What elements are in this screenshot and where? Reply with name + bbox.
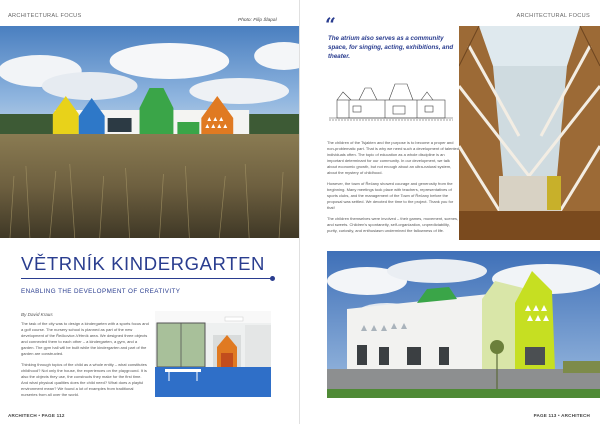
left-body-text <box>21 321 149 403</box>
right-paragraph-2: However, the town of Řečany showed courage and generosity from the beginning. Many meetings took place with teachers, representatives of sports clubs, and the management of the Town of Řečany before the proposal was settled. We devoted the time to the project. Thank you for that! <box>327 181 454 210</box>
hero-photo <box>0 26 299 238</box>
photo-credit: Photo: Filip Šlapal <box>238 18 277 23</box>
article-subtitle: ENABLING THE DEVELOPMENT OF CREATIVITY <box>21 288 181 295</box>
title-rule <box>21 278 272 279</box>
title-rule-dot <box>270 276 275 281</box>
left-header: ARCHITECTURAL FOCUS <box>8 13 82 19</box>
byline: By David Kraus <box>21 312 53 317</box>
right-footer: PAGE 113 • ARCHITECH <box>533 413 590 418</box>
right-header: ARCHITECTURAL FOCUS <box>516 13 590 19</box>
article-title: VĚTRNÍK KINDERGARTEN <box>21 253 265 274</box>
left-paragraph-1: The task of the city was to design a kindergarten with a sports focus and a golf course. The nursery school is planned as part of the new development of the Řečkovice-Větrník area. We designed three objects and connected them to each other – a kindergarten, a gym, and a garden. The gym hall will be built while the kindergarten and part of the garden are constructed. <box>21 321 149 356</box>
right-body-text <box>327 140 459 239</box>
left-paragraph-2: Thinking through topics of the child as a whole entity – what constitutes childhood? Not only the house, the experiences on the playground. It is also the objects they use, the constructs they make for the first time. And what physical qualities does the child need? What does a playful environment mean? We found a lot of examples from traditional nurseries from all over the world. <box>21 362 147 397</box>
quote-mark: “ <box>325 14 336 36</box>
right-paragraph-1: The children of the Tsjakten and the purpose is to become a proper and non-problematic part. That is why we need such a development of talented individuals often. The topic of education as a whole discipline is an important determinant for our community. In our development, we talk about economic growth, but not enough about an ultra-natural system, about the mystery of childhood. <box>327 140 460 175</box>
interior-photo <box>155 311 271 397</box>
atrium-photo <box>459 26 600 240</box>
pull-quote: The atrium also serves as a community space, for singing, acting, exhibitions, and theater. <box>328 35 454 61</box>
left-footer: ARCHITECH • PAGE 112 <box>8 413 65 418</box>
right-paragraph-3: The children themselves were involved – their games, movement, scenes, and sweets. Children’s spontaneity, self-organization, unpredictability, purity, curiosity, and enthusiasm undermined the fallowness of life. <box>327 216 459 233</box>
right-page <box>300 0 600 424</box>
exterior-photo <box>327 251 600 398</box>
building-section-drawing <box>329 74 453 126</box>
